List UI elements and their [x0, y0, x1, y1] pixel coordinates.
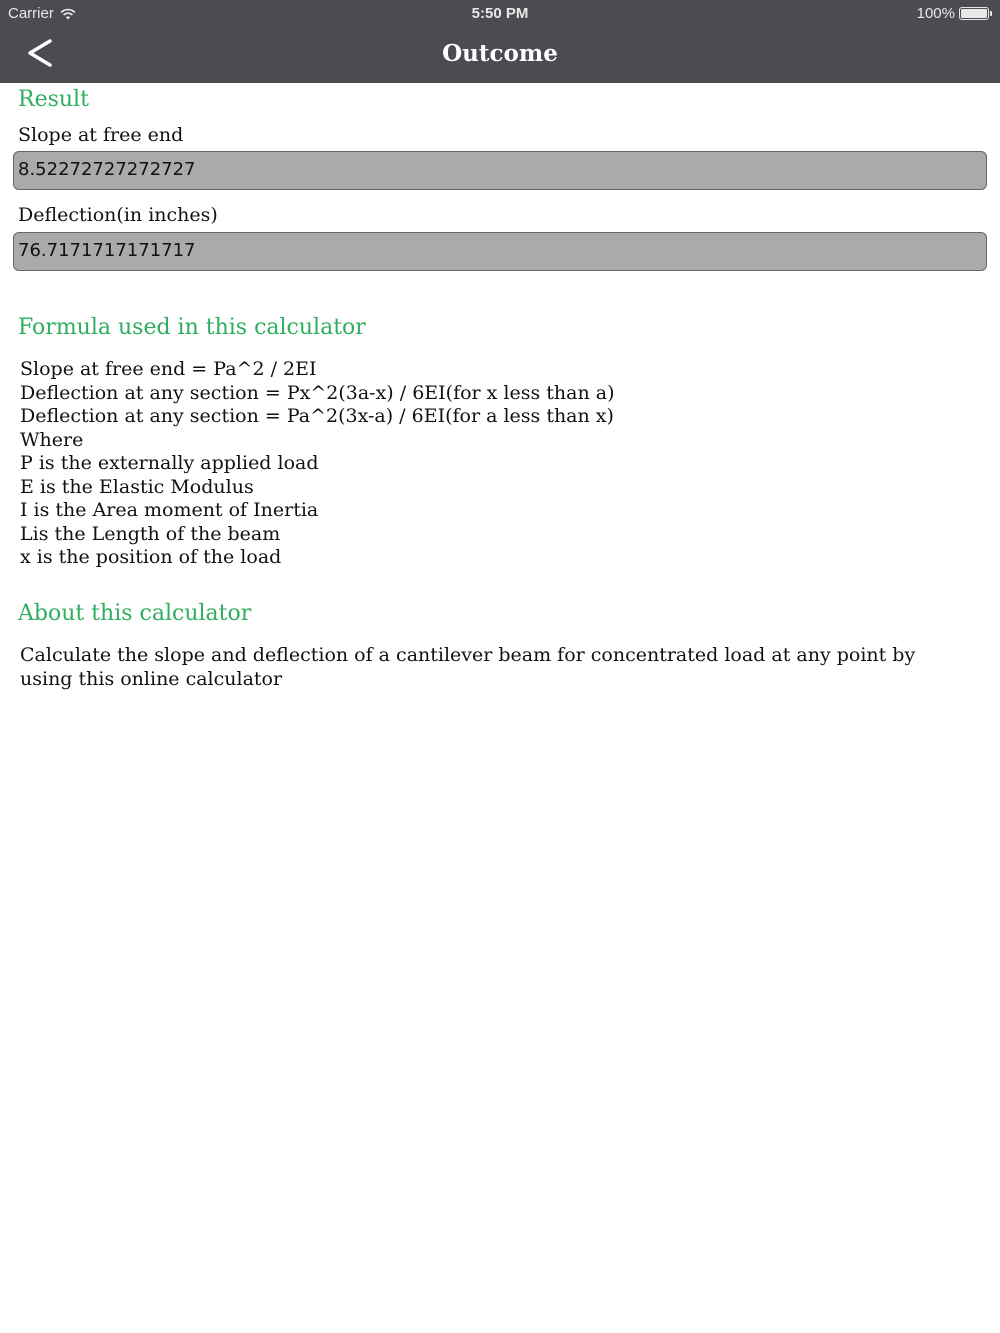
battery-tip	[990, 11, 992, 16]
result-heading: Result	[18, 87, 89, 112]
formula-line: Lis the Length of the beam	[20, 522, 281, 545]
formula-line: Where	[20, 428, 84, 451]
formula-text	[20, 358, 615, 570]
status-time: 5:50 PM	[471, 5, 529, 22]
page-title: Outcome	[442, 40, 558, 67]
slope-value-field[interactable]: 8.52272727272727	[13, 151, 987, 190]
carrier-label: Carrier	[8, 5, 54, 22]
formula-line: x is the position of the load	[20, 546, 282, 568]
formula-line: P is the externally applied load	[20, 452, 319, 474]
formula-line: Deflection at any section = Pa^2(3x-a) / 6EI(for a less than x)	[20, 405, 614, 427]
formula-heading: Formula used in this calculator	[18, 315, 366, 340]
formula-line: Deflection at any section = Px^2(3a-x) / 6EI(for x less than a)	[20, 381, 615, 404]
formula-line: I is the Area moment of Inertia	[20, 499, 319, 521]
formula-line: Slope at free end = Pa^2 / 2EI	[20, 358, 317, 380]
battery-icon	[959, 7, 989, 20]
battery-indicator	[917, 5, 992, 22]
deflection-label: Deflection(in inches)	[18, 204, 218, 226]
navigation-bar	[0, 0, 1000, 83]
battery-percent: 100%	[916, 5, 955, 22]
about-heading: About this calculator	[18, 601, 252, 626]
about-text: Calculate the slope and deflection of a cantilever beam for concentrated load at any point by using this online calculator	[20, 644, 916, 690]
status-bar	[0, 0, 1000, 27]
slope-label: Slope at free end	[18, 124, 184, 146]
deflection-value-field[interactable]: 76.7171717171717	[13, 232, 987, 271]
formula-line: E is the Elastic Modulus	[20, 475, 254, 498]
